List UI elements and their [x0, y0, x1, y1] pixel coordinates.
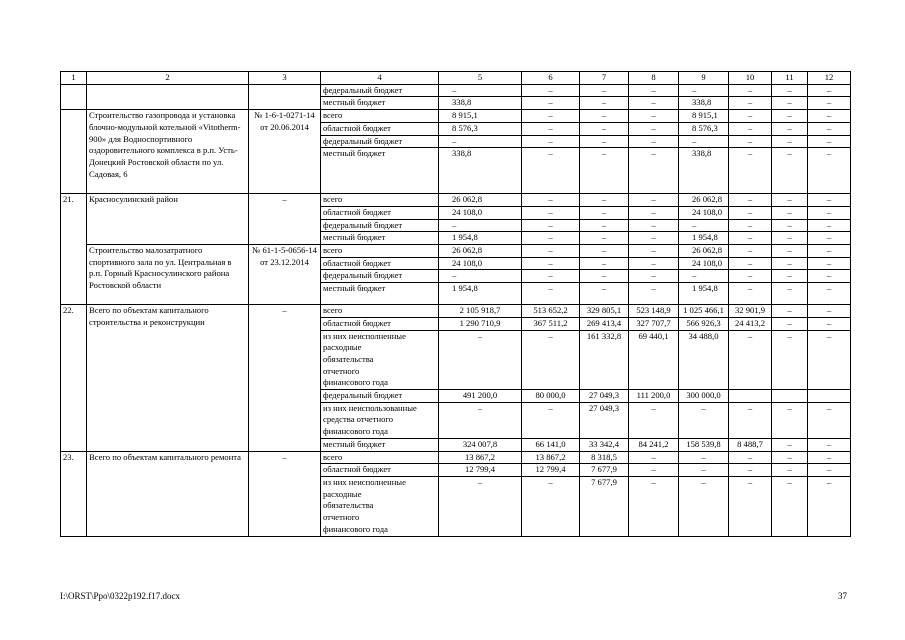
value-cell: 1 954,8 [679, 283, 729, 305]
value-cell: – [679, 135, 729, 148]
funding-type-cell: местный бюджет [321, 283, 439, 305]
value-cell: – [729, 97, 772, 110]
value-cell: – [772, 84, 808, 97]
funding-type-cell: всего [321, 245, 439, 258]
value-cell: – [808, 194, 851, 207]
value-cell: 24 108,0 [679, 206, 729, 219]
value-cell: 13 867,2 [439, 451, 522, 464]
header-cell: 3 [249, 72, 321, 85]
value-cell: – [808, 330, 851, 390]
value-cell: – [629, 122, 679, 135]
value-cell: – [629, 206, 679, 219]
value-cell: – [439, 330, 522, 390]
object-name-cell: Строительство газопровода и установка блочно-модульной котельной «Vitotherm-900» для Водноспортивного оздоровительного комплекса в р.п. Усть-Донецкий Ростовской области по ул. Садовая, 6 [87, 110, 249, 194]
value-cell: – [439, 402, 522, 438]
value-cell: – [522, 402, 580, 438]
value-cell: – [729, 476, 772, 536]
value-cell: – [729, 402, 772, 438]
value-cell: – [439, 270, 522, 283]
value-cell: 1 954,8 [439, 283, 522, 305]
value-cell: – [808, 451, 851, 464]
value-cell: – [629, 270, 679, 283]
document-cell: № 61-1-5-0656-14 от 23.12.2014 [249, 245, 321, 305]
value-cell: 7 677,9 [580, 476, 629, 536]
value-cell: 8 488,7 [729, 438, 772, 451]
row-number-cell: 23. [61, 451, 87, 536]
document-cell: – [249, 305, 321, 451]
value-cell: 24 108,0 [439, 206, 522, 219]
funding-type-cell: из них неисполненные расходные обязательства отчетного финансового года [321, 330, 439, 390]
value-cell: – [522, 283, 580, 305]
value-cell: – [729, 451, 772, 464]
value-cell: – [729, 257, 772, 270]
value-cell: – [808, 135, 851, 148]
value-cell: 66 141,0 [522, 438, 580, 451]
funding-type-cell: местный бюджет [321, 97, 439, 110]
value-cell: 33 342,4 [580, 438, 629, 451]
value-cell: – [679, 402, 729, 438]
value-cell: – [522, 257, 580, 270]
value-cell: – [772, 219, 808, 232]
value-cell: – [522, 330, 580, 390]
value-cell: 158 539,8 [679, 438, 729, 451]
value-cell [808, 390, 851, 403]
funding-type-cell: всего [321, 194, 439, 207]
value-cell: – [580, 257, 629, 270]
value-cell: – [808, 122, 851, 135]
value-cell: – [772, 464, 808, 477]
value-cell: – [772, 97, 808, 110]
value-cell: – [522, 232, 580, 245]
value-cell: – [772, 317, 808, 330]
value-cell: – [808, 97, 851, 110]
value-cell: 24 108,0 [679, 257, 729, 270]
value-cell: – [679, 451, 729, 464]
value-cell: – [772, 232, 808, 245]
value-cell: – [629, 219, 679, 232]
value-cell [729, 390, 772, 403]
value-cell: – [629, 245, 679, 258]
row-number-cell: 21. [61, 194, 87, 305]
header-cell: 5 [439, 72, 522, 85]
value-cell: 69 440,1 [629, 330, 679, 390]
value-cell: – [772, 438, 808, 451]
funding-type-cell: областной бюджет [321, 206, 439, 219]
funding-type-cell: из них неиспользованные средства отчетного финансового года [321, 402, 439, 438]
funding-type-cell: федеральный бюджет [321, 270, 439, 283]
header-cell: 12 [808, 72, 851, 85]
value-cell: 338,8 [439, 148, 522, 194]
value-cell: – [629, 97, 679, 110]
object-name-cell [87, 84, 249, 109]
value-cell: – [729, 122, 772, 135]
funding-type-cell: областной бюджет [321, 257, 439, 270]
funding-type-cell: федеральный бюджет [321, 84, 439, 97]
value-cell: – [772, 110, 808, 123]
value-cell: – [629, 110, 679, 123]
header-cell: 10 [729, 72, 772, 85]
value-cell: – [522, 148, 580, 194]
value-cell: – [679, 219, 729, 232]
value-cell: 8 576,3 [439, 122, 522, 135]
value-cell: – [522, 194, 580, 207]
value-cell: – [772, 476, 808, 536]
funding-type-cell: всего [321, 451, 439, 464]
budget-table [60, 71, 851, 537]
value-cell: – [679, 84, 729, 97]
value-cell: – [808, 283, 851, 305]
value-cell: 338,8 [439, 97, 522, 110]
value-cell: 26 062,8 [679, 245, 729, 258]
value-cell: – [808, 110, 851, 123]
value-cell: – [808, 270, 851, 283]
value-cell: 12 799,4 [439, 464, 522, 477]
value-cell: 27 049,3 [580, 402, 629, 438]
value-cell: 7 677,9 [580, 464, 629, 477]
value-cell: – [629, 232, 679, 245]
header-cell: 4 [321, 72, 439, 85]
value-cell: – [439, 476, 522, 536]
value-cell: – [522, 135, 580, 148]
value-cell: – [729, 135, 772, 148]
value-cell: – [522, 97, 580, 110]
value-cell: 32 901,9 [729, 305, 772, 318]
value-cell: – [772, 305, 808, 318]
value-cell: – [808, 84, 851, 97]
value-cell: 34 488,0 [679, 330, 729, 390]
funding-type-cell: областной бюджет [321, 464, 439, 477]
header-cell: 11 [772, 72, 808, 85]
header-cell: 1 [61, 72, 87, 85]
funding-type-cell: местный бюджет [321, 232, 439, 245]
value-cell: – [629, 84, 679, 97]
value-cell: 2 105 918,7 [439, 305, 522, 318]
value-cell: – [629, 257, 679, 270]
value-cell: 26 062,8 [439, 194, 522, 207]
object-name-cell: Всего по объектам капитального ремонта [87, 451, 249, 536]
value-cell: 327 707,7 [629, 317, 679, 330]
value-cell: – [772, 402, 808, 438]
document-cell: – [249, 451, 321, 536]
value-cell: – [439, 219, 522, 232]
funding-type-cell: всего [321, 110, 439, 123]
value-cell: – [729, 464, 772, 477]
value-cell: – [808, 245, 851, 258]
value-cell: 12 799,4 [522, 464, 580, 477]
value-cell: 338,8 [679, 97, 729, 110]
header-cell: 7 [580, 72, 629, 85]
value-cell: 300 000,0 [679, 390, 729, 403]
value-cell: 8 576,3 [679, 122, 729, 135]
value-cell: 269 413,4 [580, 317, 629, 330]
value-cell: – [808, 232, 851, 245]
value-cell: – [629, 194, 679, 207]
value-cell: – [729, 206, 772, 219]
table-row [61, 305, 851, 318]
funding-type-cell: из них неисполненные расходные обязательства отчетного финансового года [321, 476, 439, 536]
value-cell: – [772, 283, 808, 305]
value-cell: 324 007,8 [439, 438, 522, 451]
value-cell: – [580, 194, 629, 207]
object-name-cell: Красносулинский район [87, 194, 249, 245]
value-cell: – [729, 270, 772, 283]
value-cell: – [439, 84, 522, 97]
value-cell: – [580, 110, 629, 123]
funding-type-cell: областной бюджет [321, 122, 439, 135]
value-cell: – [808, 317, 851, 330]
value-cell: – [772, 245, 808, 258]
value-cell: 161 332,8 [580, 330, 629, 390]
value-cell: – [729, 219, 772, 232]
value-cell: 8 915,1 [439, 110, 522, 123]
header-row [61, 72, 851, 85]
value-cell: – [679, 476, 729, 536]
value-cell: 329 805,1 [580, 305, 629, 318]
value-cell: – [629, 476, 679, 536]
value-cell: – [522, 270, 580, 283]
value-cell: – [772, 194, 808, 207]
value-cell: – [808, 219, 851, 232]
value-cell: 491 200,0 [439, 390, 522, 403]
value-cell: – [439, 135, 522, 148]
funding-type-cell: федеральный бюджет [321, 390, 439, 403]
value-cell: – [580, 122, 629, 135]
value-cell: – [629, 464, 679, 477]
value-cell: – [772, 122, 808, 135]
value-cell: – [629, 402, 679, 438]
value-cell: – [522, 245, 580, 258]
value-cell: – [522, 110, 580, 123]
value-cell: – [522, 206, 580, 219]
value-cell: – [580, 245, 629, 258]
value-cell: – [729, 245, 772, 258]
object-name-cell: Всего по объектам капитального строительства и реконструкции [87, 305, 249, 451]
table-row [61, 194, 851, 207]
table-row [61, 110, 851, 123]
funding-type-cell: местный бюджет [321, 148, 439, 194]
value-cell: – [580, 232, 629, 245]
value-cell: – [679, 270, 729, 283]
value-cell: – [580, 206, 629, 219]
value-cell: – [772, 135, 808, 148]
funding-type-cell: всего [321, 305, 439, 318]
funding-type-cell: федеральный бюджет [321, 219, 439, 232]
document-cell [249, 84, 321, 109]
funding-type-cell: местный бюджет [321, 438, 439, 451]
value-cell: 84 241,2 [629, 438, 679, 451]
value-cell: – [629, 451, 679, 464]
value-cell: 24 108,0 [439, 257, 522, 270]
value-cell: 1 025 466,1 [679, 305, 729, 318]
value-cell: – [808, 438, 851, 451]
value-cell: 24 413,2 [729, 317, 772, 330]
value-cell: – [729, 283, 772, 305]
value-cell: – [772, 206, 808, 219]
table-row [61, 245, 851, 258]
value-cell: 566 926,3 [679, 317, 729, 330]
header-cell: 9 [679, 72, 729, 85]
page-number: 37 [838, 591, 847, 601]
value-cell: – [729, 148, 772, 194]
value-cell: 13 867,2 [522, 451, 580, 464]
row-number-cell: 22. [61, 305, 87, 451]
value-cell [772, 390, 808, 403]
value-cell: 367 511,2 [522, 317, 580, 330]
value-cell: 1 290 710,9 [439, 317, 522, 330]
value-cell: 8 318,5 [580, 451, 629, 464]
value-cell: – [580, 283, 629, 305]
row-number-cell [61, 84, 87, 109]
value-cell: 513 652,2 [522, 305, 580, 318]
document-path: I:\ORST\Ppo\0322p192.f17.docx [60, 591, 181, 601]
value-cell: 1 954,8 [679, 232, 729, 245]
value-cell: 111 200,0 [629, 390, 679, 403]
value-cell: – [580, 219, 629, 232]
header-cell: 6 [522, 72, 580, 85]
value-cell: – [729, 232, 772, 245]
value-cell: 1 954,8 [439, 232, 522, 245]
object-name-cell: Строительство малозатратного спортивного зала по ул. Центральная в р.п. Горный Красносулинского района Ростовской области [87, 245, 249, 305]
value-cell: 8 915,1 [679, 110, 729, 123]
value-cell: – [808, 206, 851, 219]
value-cell: – [629, 283, 679, 305]
value-cell: 27 049,3 [580, 390, 629, 403]
value-cell: – [629, 148, 679, 194]
value-cell: – [808, 402, 851, 438]
document-cell: № 1-6-1-0271-14 от 20.06.2014 [249, 110, 321, 194]
value-cell: – [772, 270, 808, 283]
value-cell: – [580, 148, 629, 194]
value-cell: – [772, 257, 808, 270]
document-cell: – [249, 194, 321, 245]
funding-type-cell: федеральный бюджет [321, 135, 439, 148]
header-cell: 2 [87, 72, 249, 85]
value-cell: – [522, 122, 580, 135]
value-cell: 523 148,9 [629, 305, 679, 318]
value-cell: – [729, 330, 772, 390]
value-cell: – [729, 194, 772, 207]
value-cell: – [808, 464, 851, 477]
value-cell: – [808, 476, 851, 536]
value-cell: – [580, 84, 629, 97]
value-cell: – [629, 135, 679, 148]
table-row [61, 451, 851, 464]
value-cell: – [808, 257, 851, 270]
value-cell: 338,8 [679, 148, 729, 194]
value-cell: – [808, 148, 851, 194]
funding-type-cell: областной бюджет [321, 317, 439, 330]
value-cell: – [772, 451, 808, 464]
row-number-cell [61, 110, 87, 194]
value-cell: – [522, 476, 580, 536]
value-cell: – [580, 270, 629, 283]
value-cell: 80 000,0 [522, 390, 580, 403]
value-cell: – [522, 84, 580, 97]
header-cell: 8 [629, 72, 679, 85]
table-row [61, 84, 851, 97]
value-cell: – [808, 305, 851, 318]
value-cell: – [729, 84, 772, 97]
value-cell: – [729, 110, 772, 123]
value-cell: 26 062,8 [679, 194, 729, 207]
value-cell: 26 062,8 [439, 245, 522, 258]
value-cell: – [522, 219, 580, 232]
value-cell: – [679, 464, 729, 477]
value-cell: – [772, 148, 808, 194]
value-cell: – [772, 330, 808, 390]
value-cell: – [580, 97, 629, 110]
value-cell: – [580, 135, 629, 148]
